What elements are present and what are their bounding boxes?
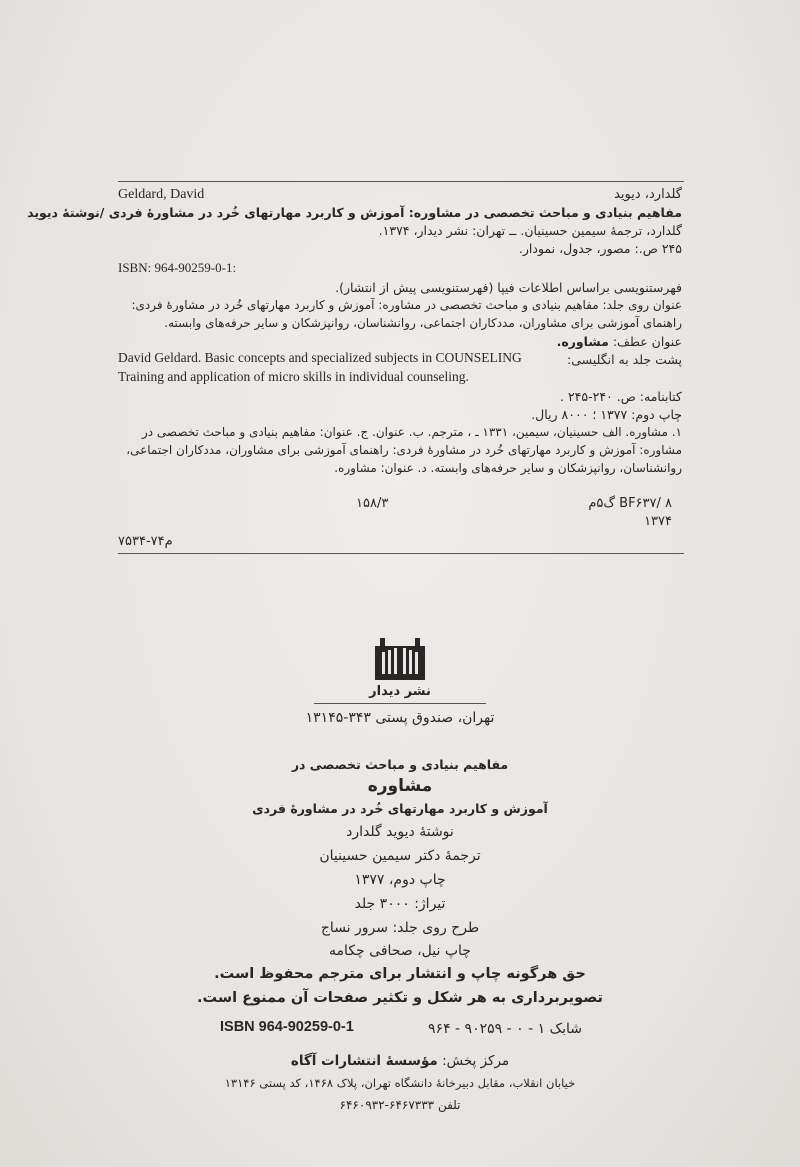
title-line: مفاهیم بنیادی و مباحث تخصصی در مشاوره: آموزش و کاربرد مهارتهای خُرد در مشاورهٔ فردی /نوشتهٔ دیوید — [27, 205, 682, 220]
en-title-label: پشت جلد به انگلیسی: — [567, 352, 682, 367]
national-number: م۷۴-۷۵۳۴ — [118, 534, 173, 549]
en-title-2: Training and application of micro skills in individual counseling. — [118, 369, 469, 384]
author-rtl: گلدارد، دیوید — [614, 187, 682, 202]
colophon-edition: چاپ دوم، ۱۳۷۷ — [354, 872, 446, 888]
subjects-2: مشاوره: آموزش و کاربرد مهارتهای خُرد در مشاورهٔ فردی: راهنمای آموزشی برای مشاوران، مددکاران اجتماعی، — [126, 443, 682, 457]
distributor-address: خیابان انقلاب، مقابل دبیرخانهٔ دانشگاه تهران، پلاک ۱۴۶۸، کد پستی ۱۳۱۴۶ — [224, 1076, 576, 1090]
distributor-phone: تلفن ۶۴۶۷۳۳۳-۶۴۶۰۹۳۲ — [339, 1098, 461, 1112]
en-title-1: David Geldard. Basic concepts and specialized subjects in COUNSELING — [118, 350, 522, 365]
spine-title — [557, 334, 682, 349]
dewey-number: ۱۵۸/۳ — [356, 496, 389, 511]
fipa-note: فهرستنویسی براساس اطلاعات فیپا (فهرستنویسی پیش از انتشار). — [335, 280, 682, 295]
colophon-author: نوشتهٔ دیوید گلدارد — [346, 824, 454, 840]
colophon-title-small: مفاهیم بنیادی و مباحث تخصصی در — [291, 757, 509, 772]
spine-title-value: مشاوره. — [556, 334, 609, 349]
cover-title-2: راهنمای آموزشی برای مشاوران، مددکاران اجتماعی، روانشناسان، روانپزشکان و سایر حرفه‌های وابسته. — [164, 316, 682, 330]
distributor-name: مؤسسهٔ انتشارات آگاه — [290, 1053, 438, 1069]
cataloging-top-rule — [118, 181, 684, 182]
rights-line-2: تصویربرداری به هر شکل و تکثیر صفحات آن ممنوع است. — [197, 990, 603, 1006]
distributor — [0, 1053, 800, 1069]
cover-title-1: عنوان روی جلد: مفاهیم بنیادی و مباحث تخصصی در مشاوره: آموزش و کاربرد مهارتهای خُرد در مشاورهٔ فردی: — [131, 298, 682, 312]
colophon-subtitle: آموزش و کاربرد مهارتهای خُرد در مشاورهٔ فردی — [252, 801, 548, 816]
publisher-address: تهران، صندوق پستی ۳۴۳-۱۳۱۴۵ — [305, 710, 495, 726]
translator-line: گلدارد، ترجمهٔ سیمین حسینیان. ــ تهران: نشر دیدار، ۱۳۷۴. — [378, 223, 682, 238]
subjects-1: ۱. مشاوره. الف حسینیان، سیمین، ۱۳۳۱ ـ ، مترجم. ب. عنوان. ج. عنوان: مفاهیم بنیادی و مباحث تخصصی در — [141, 425, 682, 439]
isbn-fa: شابک ۱ - ۰ - ۹۰۲۵۹ - ۹۶۴ — [428, 1021, 582, 1037]
colophon-translator: ترجمهٔ دکتر سیمین حسینیان — [319, 848, 481, 864]
colophon-cover-design: طرح روی جلد: سرور نساج — [320, 920, 480, 936]
edition-price: چاپ دوم: ۱۳۷۷ ؛ ۸۰۰۰ ریال. — [531, 407, 682, 422]
colophon-printing: چاپ نیل، صحافی چکامه — [329, 943, 471, 959]
subjects-3: روانشناسان، روانپزشکان و سایر حرفه‌های وابسته. د. عنوان: مشاوره. — [334, 461, 682, 475]
lc-class-2: ۱۳۷۴ — [644, 514, 672, 529]
bibliography: کتابنامه: ص. ۲۴۰-۲۴۵ . — [559, 389, 682, 404]
isbn-line: ISBN: 964-90259-0-1: — [118, 260, 237, 275]
colophon-print-run: تیراژ: ۳۰۰۰ جلد — [354, 896, 446, 912]
pages-line: ۲۴۵ ص.: مصور، جدول، نمودار. — [518, 241, 682, 256]
publisher-logo-text: نشر دیدار — [369, 684, 431, 699]
cataloging-bottom-rule — [118, 553, 684, 554]
distributor-label: مرکز پخش: — [442, 1053, 510, 1069]
lc-class-1: BF۶۳۷/ ۸ گ۵م — [588, 496, 672, 511]
spine-title-label: عنوان عطف: — [612, 334, 682, 349]
isbn-en: ISBN 964-90259-0-1 — [220, 1019, 354, 1035]
colophon-title-big: مشاوره — [367, 776, 433, 796]
author-en: Geldard, David — [118, 187, 205, 202]
rights-line-1: حق هرگونه چاپ و انتشار برای مترجم محفوظ است. — [214, 966, 586, 982]
publisher-rule — [314, 703, 486, 704]
